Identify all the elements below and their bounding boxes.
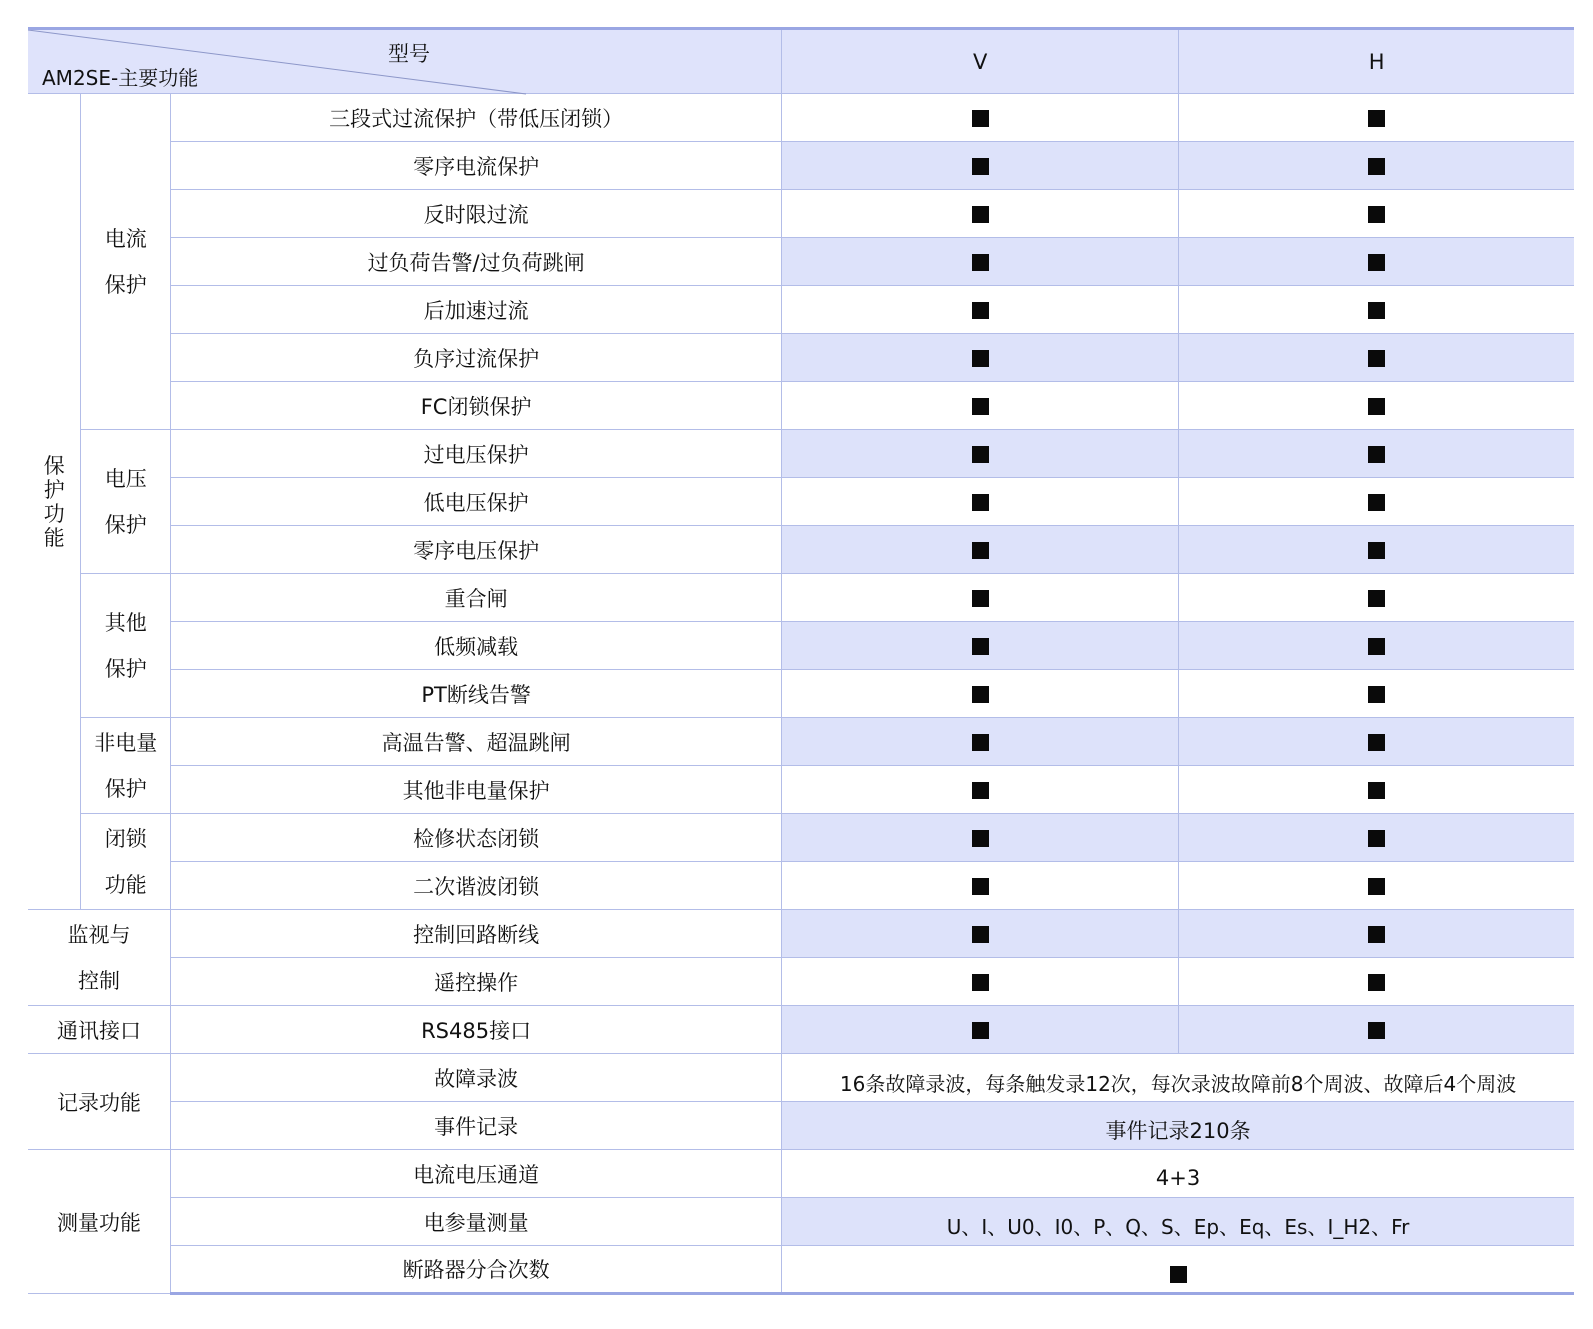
filled-square-icon (1368, 830, 1385, 847)
feature-cell: 三段式过流保护（带低压闭锁） (171, 94, 782, 142)
table-row (28, 430, 1574, 478)
filled-square-icon (972, 1022, 989, 1039)
feature-cell: PT断线告警 (171, 670, 782, 718)
filled-square-icon (972, 158, 989, 175)
h-mark-cell (1179, 190, 1574, 238)
header-row (28, 29, 1574, 94)
group-measure: 测量功能 (28, 1150, 171, 1294)
feature-cell: 检修状态闭锁 (171, 814, 782, 862)
v-mark-cell (782, 190, 1179, 238)
feature-cell: FC闭锁保护 (171, 382, 782, 430)
v-mark-cell (782, 334, 1179, 382)
filled-square-icon (972, 590, 989, 607)
feature-cell: 断路器分合次数 (171, 1246, 782, 1294)
filled-square-icon (972, 686, 989, 703)
h-mark-cell (1179, 382, 1574, 430)
v-mark-cell (782, 862, 1179, 910)
table-row (28, 1102, 1574, 1150)
table-row (28, 1150, 1574, 1198)
table-row (28, 1006, 1574, 1054)
v-mark-cell (782, 382, 1179, 430)
table-row (28, 622, 1574, 670)
table-row (28, 862, 1574, 910)
group-monitor: 监视与控制 (28, 910, 171, 1006)
v-mark-cell (782, 478, 1179, 526)
v-mark-cell (782, 430, 1179, 478)
h-mark-cell (1179, 574, 1574, 622)
h-mark-cell (1179, 478, 1574, 526)
feature-cell: 电流电压通道 (171, 1150, 782, 1198)
h-mark-cell (1179, 94, 1574, 142)
v-mark-cell (782, 958, 1179, 1006)
filled-square-icon (972, 782, 989, 799)
v-mark-cell (782, 526, 1179, 574)
v-mark-cell (782, 1006, 1179, 1054)
filled-square-icon (972, 206, 989, 223)
h-mark-cell (1179, 334, 1574, 382)
filled-square-icon (1368, 206, 1385, 223)
merged-value-cell: 事件记录210条 (782, 1102, 1574, 1150)
filled-square-icon (972, 638, 989, 655)
h-mark-cell (1179, 430, 1574, 478)
h-mark-cell (1179, 718, 1574, 766)
diagonal-header-cell (28, 29, 782, 94)
h-mark-cell (1179, 862, 1574, 910)
table-row (28, 958, 1574, 1006)
h-mark-cell (1179, 766, 1574, 814)
h-mark-cell (1179, 526, 1574, 574)
filled-square-icon (1368, 638, 1385, 655)
feature-cell: 重合闸 (171, 574, 782, 622)
feature-cell: 二次谐波闭锁 (171, 862, 782, 910)
filled-square-icon (972, 494, 989, 511)
filled-square-icon (972, 350, 989, 367)
feature-cell: RS485接口 (171, 1006, 782, 1054)
table-row (28, 478, 1574, 526)
function-label: AM2SE-主要功能 (42, 66, 199, 90)
merged-mark-cell (782, 1246, 1574, 1294)
filled-square-icon (1368, 974, 1385, 991)
filled-square-icon (1368, 254, 1385, 271)
table-row (28, 766, 1574, 814)
filled-square-icon (972, 254, 989, 271)
h-mark-cell (1179, 814, 1574, 862)
column-header-h: H (1179, 29, 1574, 94)
feature-cell: 故障录波 (171, 1054, 782, 1102)
filled-square-icon (972, 734, 989, 751)
h-mark-cell (1179, 670, 1574, 718)
feature-cell: 低电压保护 (171, 478, 782, 526)
group-record: 记录功能 (28, 1054, 171, 1150)
feature-cell: 其他非电量保护 (171, 766, 782, 814)
v-mark-cell (782, 910, 1179, 958)
table-row (28, 1198, 1574, 1246)
filled-square-icon (1170, 1266, 1187, 1283)
group-current: 电流保护 (81, 94, 171, 430)
feature-table-container (28, 27, 1574, 1295)
table-row (28, 670, 1574, 718)
filled-square-icon (1368, 446, 1385, 463)
filled-square-icon (1368, 878, 1385, 895)
table-row (28, 334, 1574, 382)
filled-square-icon (1368, 926, 1385, 943)
v-mark-cell (782, 286, 1179, 334)
merged-value-cell: U、I、U0、I0、P、Q、S、Ep、Eq、Es、I_H2、Fr (782, 1198, 1574, 1246)
v-mark-cell (782, 814, 1179, 862)
filled-square-icon (1368, 1022, 1385, 1039)
h-mark-cell (1179, 622, 1574, 670)
filled-square-icon (1368, 110, 1385, 127)
merged-value-cell: 4+3 (782, 1150, 1574, 1198)
table-row (28, 526, 1574, 574)
v-mark-cell (782, 94, 1179, 142)
v-mark-cell (782, 142, 1179, 190)
filled-square-icon (972, 974, 989, 991)
feature-cell: 事件记录 (171, 1102, 782, 1150)
feature-cell: 高温告警、超温跳闸 (171, 718, 782, 766)
feature-cell: 零序电流保护 (171, 142, 782, 190)
feature-cell: 负序过流保护 (171, 334, 782, 382)
filled-square-icon (1368, 302, 1385, 319)
h-mark-cell (1179, 142, 1574, 190)
table-row (28, 238, 1574, 286)
feature-cell: 零序电压保护 (171, 526, 782, 574)
filled-square-icon (972, 110, 989, 127)
filled-square-icon (1368, 398, 1385, 415)
group-lockout: 闭锁功能 (81, 814, 171, 910)
feature-cell: 过负荷告警/过负荷跳闸 (171, 238, 782, 286)
table-row (28, 382, 1574, 430)
group-voltage: 电压保护 (81, 430, 171, 574)
filled-square-icon (972, 398, 989, 415)
filled-square-icon (972, 830, 989, 847)
h-mark-cell (1179, 238, 1574, 286)
feature-cell: 遥控操作 (171, 958, 782, 1006)
h-mark-cell (1179, 1006, 1574, 1054)
table-row (28, 190, 1574, 238)
table-row (28, 814, 1574, 862)
h-mark-cell (1179, 286, 1574, 334)
filled-square-icon (1368, 686, 1385, 703)
group-protection: 保护功能 (28, 94, 81, 910)
group-nonelectric: 非电量保护 (81, 718, 171, 814)
feature-table (28, 27, 1574, 1295)
filled-square-icon (972, 446, 989, 463)
table-row (28, 286, 1574, 334)
feature-cell: 过电压保护 (171, 430, 782, 478)
filled-square-icon (1368, 494, 1385, 511)
table-row (28, 1054, 1574, 1102)
h-mark-cell (1179, 910, 1574, 958)
column-header-v: V (782, 29, 1179, 94)
feature-cell: 低频减载 (171, 622, 782, 670)
filled-square-icon (972, 302, 989, 319)
filled-square-icon (1368, 158, 1385, 175)
model-label: 型号 (388, 42, 430, 66)
feature-cell: 反时限过流 (171, 190, 782, 238)
v-mark-cell (782, 670, 1179, 718)
filled-square-icon (1368, 542, 1385, 559)
v-mark-cell (782, 238, 1179, 286)
table-row (28, 142, 1574, 190)
v-mark-cell (782, 718, 1179, 766)
filled-square-icon (972, 542, 989, 559)
feature-cell: 电参量测量 (171, 1198, 782, 1246)
table-row (28, 910, 1574, 958)
table-row (28, 1246, 1574, 1294)
filled-square-icon (972, 926, 989, 943)
v-mark-cell (782, 622, 1179, 670)
merged-value-cell: 16条故障录波，每条触发录12次，每次录波故障前8个周波、故障后4个周波 (782, 1054, 1574, 1102)
h-mark-cell (1179, 958, 1574, 1006)
feature-cell: 控制回路断线 (171, 910, 782, 958)
group-other: 其他保护 (81, 574, 171, 718)
table-row (28, 94, 1574, 142)
feature-cell: 后加速过流 (171, 286, 782, 334)
filled-square-icon (1368, 590, 1385, 607)
group-comm: 通讯接口 (28, 1006, 171, 1054)
filled-square-icon (972, 878, 989, 895)
table-row (28, 574, 1574, 622)
filled-square-icon (1368, 782, 1385, 799)
filled-square-icon (1368, 734, 1385, 751)
v-mark-cell (782, 574, 1179, 622)
table-row (28, 718, 1574, 766)
filled-square-icon (1368, 350, 1385, 367)
v-mark-cell (782, 766, 1179, 814)
